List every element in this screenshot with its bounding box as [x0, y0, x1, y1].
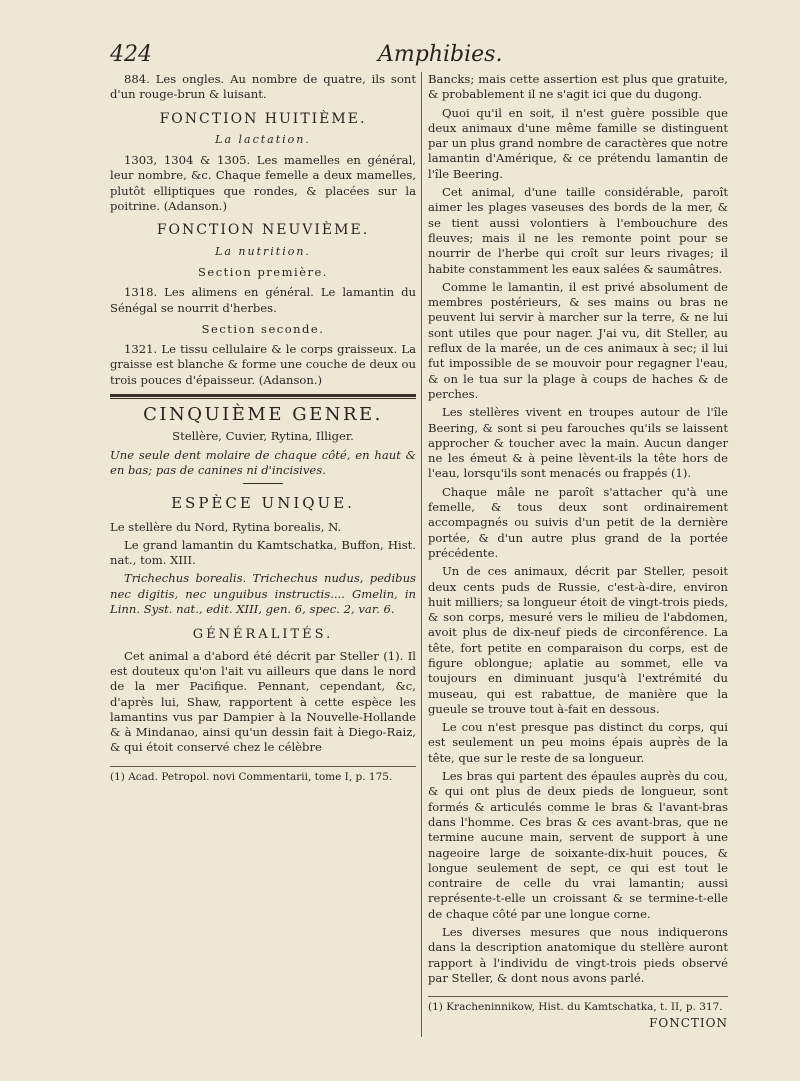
right-column	[428, 72, 728, 1032]
paragraph-1321: 1321. Le tissu cellulaire & le corps graisseux. La graisse est blanche & forme une couche de deux ou trois pouces d'épaisseur. (Adanson.)	[110, 342, 416, 387]
paragraph-mesures: Les diverses mesures que nous indiquerons dans la description anatomique du stellère auront rapport à l'individu de vingt-trois pieds observé par Steller, & dont nous avons parlé.	[428, 925, 728, 985]
paragraph-troupes: Les stellères vivent en troupes autour de l'île Beering, & sont si peu farouches qu'ils se laissent approcher & toucher avec la main. Aucun danger ne les émeut & à peine lèvent-ils la tête hors de l'eau, lorsqu'ils sont menacés ou frappés (1).	[428, 405, 728, 481]
heading-fonction-huitieme: FONCTION HUITIÈME.	[159, 110, 367, 127]
paragraph-cou: Le cou n'est presque pas distinct du corps, qui est seulement un peu moins épais auprès de la tête, que sur le reste de sa longueur.	[428, 720, 728, 765]
page-header	[110, 42, 690, 68]
footnote-right: (1) Kracheninnikow, Hist. du Kamtschatka, t. II, p. 317.	[428, 1001, 723, 1014]
subheading-nutrition: La nutrition.	[215, 244, 311, 258]
paragraph-1303: 1303, 1304 & 1305. Les mamelles en général, leur nombre, &c. Chaque femelle a deux mamelles, plutôt elliptiques que rondes, & placées sur la poitrine. (Adanson.)	[110, 153, 416, 214]
paragraph-bras: Les bras qui partent des épaules auprès du cou, & qui ont plus de deux pieds de longueur, sont formés & articulés comme le bras & l'avant-bras dans l'homme. Ces bras & ces avant-bras, que ne termine aucune main, servent de support à une nageoire large de soixante-dix-huit pouces, & longue seulement de sept, ce qui est tout le contraire de celle du vrai lamantin; aussi représente-t-elle un croissant & se termine-t-elle de chaque côté par une longue corne.	[428, 769, 728, 921]
footnote-left: (1) Acad. Petropol. novi Commentarii, tome I, p. 175.	[110, 770, 393, 783]
genre-description: Une seule dent molaire de chaque côté, en haut & en bas; pas de canines ni d'incisives.	[110, 447, 416, 477]
left-column	[110, 72, 416, 784]
genre-synonyms: Stellère, Cuvier, Rytina, Illiger.	[172, 429, 354, 444]
paragraph-bancks: Bancks; mais cette assertion est plus que gratuite, & probablement il ne s'agit ici que du dugong.	[428, 72, 728, 102]
heading-espece-unique: ESPÈCE UNIQUE.	[171, 494, 355, 513]
heading-fonction-neuvieme: FONCTION NEUVIÈME.	[156, 222, 370, 239]
paragraph-1318: 1318. Les alimens en général. Le lamantin du Sénégal se nourrit d'herbes.	[110, 285, 416, 315]
subheading-lactation: La lactation.	[215, 132, 311, 146]
running-title: Amphibies.	[378, 42, 503, 67]
short-rule	[243, 483, 283, 484]
heading-section-premiere: Section première.	[198, 264, 328, 279]
synonym-buffon: Le grand lamantin du Kamtschatka, Buffon, Hist. nat., tom. XIII.	[110, 537, 416, 568]
paragraph-comme: Comme le lamantin, il est privé absolument de membres postérieurs, & ses mains ou bras ne peuvent lui servir à marcher sur la terre, & ne lui sont utiles que pour nager. J'ai vu, dit Steller, au reflux de la marée, un de ces animaux à sec; il lui fut impossible de se mouvoir pour regagner l'eau, & on le tua sur la plage à coups de haches & de perches.	[428, 279, 728, 401]
paragraph-taille: Cet animal, d'une taille considérable, paroît aimer les plages vaseuses des bords de la mer, & se tient aussi volontiers à l'embouchure des fleuves; mais il ne les remonte point pour se nourrir de l'herbe qui croît sur leurs rivages; il habite constamment les eaux salées & saumâtres.	[428, 185, 728, 276]
paragraph-steller: Un de ces animaux, décrit par Steller, pesoit deux cents puds de Russie, c'est-à-dire, environ huit milliers; sa longueur étoit de vingt-trois pieds, & son corps, mesuré vers le milieu de l'abdomen, avoit plus de dix-neuf pieds de circonférence. La tête, fort petite en comparaison du corps, est de figure oblongue; aplatie au sommet, elle va toujours en diminuant jusqu'à l'extrémité du museau, qui est rabattue, de manière que la gueule se trouve tout à-fait en dessous.	[428, 564, 728, 716]
paragraph-884: 884. Les ongles. Au nombre de quatre, ils sont d'un rouge-brun & luisant.	[110, 72, 416, 102]
genre-rule-heavy	[110, 394, 416, 397]
footnote-rule-right	[428, 996, 728, 997]
footnote-rule-left	[110, 766, 416, 767]
heading-section-seconde: Section seconde.	[201, 321, 325, 336]
catchword: FONCTION	[649, 1016, 728, 1031]
heading-generalites: GÉNÉRALITÉS.	[192, 627, 334, 643]
page-number: 424	[110, 42, 152, 67]
genre-rule-thin	[110, 398, 416, 399]
heading-cinquieme-genre: CINQUIÈME GENRE.	[143, 404, 383, 426]
column-divider	[421, 72, 422, 1037]
paragraph-quoi: Quoi qu'il en soit, il n'est guère possible que deux animaux d'une même famille se distinguent par un plus grand nombre de caractères que notre lamantin d'Amérique, & ce prétendu lamantin de l'île Beering.	[428, 105, 728, 181]
synonym-gmelin: Trichechus borealis. Trichechus nudus, pedibus nec digitis, nec unguibus instructis.... Gmelin, in Linn. Syst. nat., edit. XIII, gen. 6, spec. 2, var. 6.	[110, 571, 416, 617]
paragraph-cet-animal: Cet animal a d'abord été décrit par Steller (1). Il est douteux qu'on l'ait vu ailleurs que dans le nord de la mer Pacifique. Pennant, cependant, &c, d'après lui, Shaw, rapportent à cette espèce les lamantins vus par Dampier à la Nouvelle-Hollande & à Mindanao, ainsi qu'un dessin fait à Diego-Raiz, & qui étoit conservé chez le célèbre	[110, 648, 416, 755]
species-name: Le stellère du Nord, Rytina borealis, N.	[110, 519, 342, 534]
paragraph-male: Chaque mâle ne paroît s'attacher qu'à une femelle, & tous deux sont ordinairement accompagnés ou suivis d'un petit de la dernière portée, & d'un autre plus grand de la portée précédente.	[428, 484, 728, 560]
